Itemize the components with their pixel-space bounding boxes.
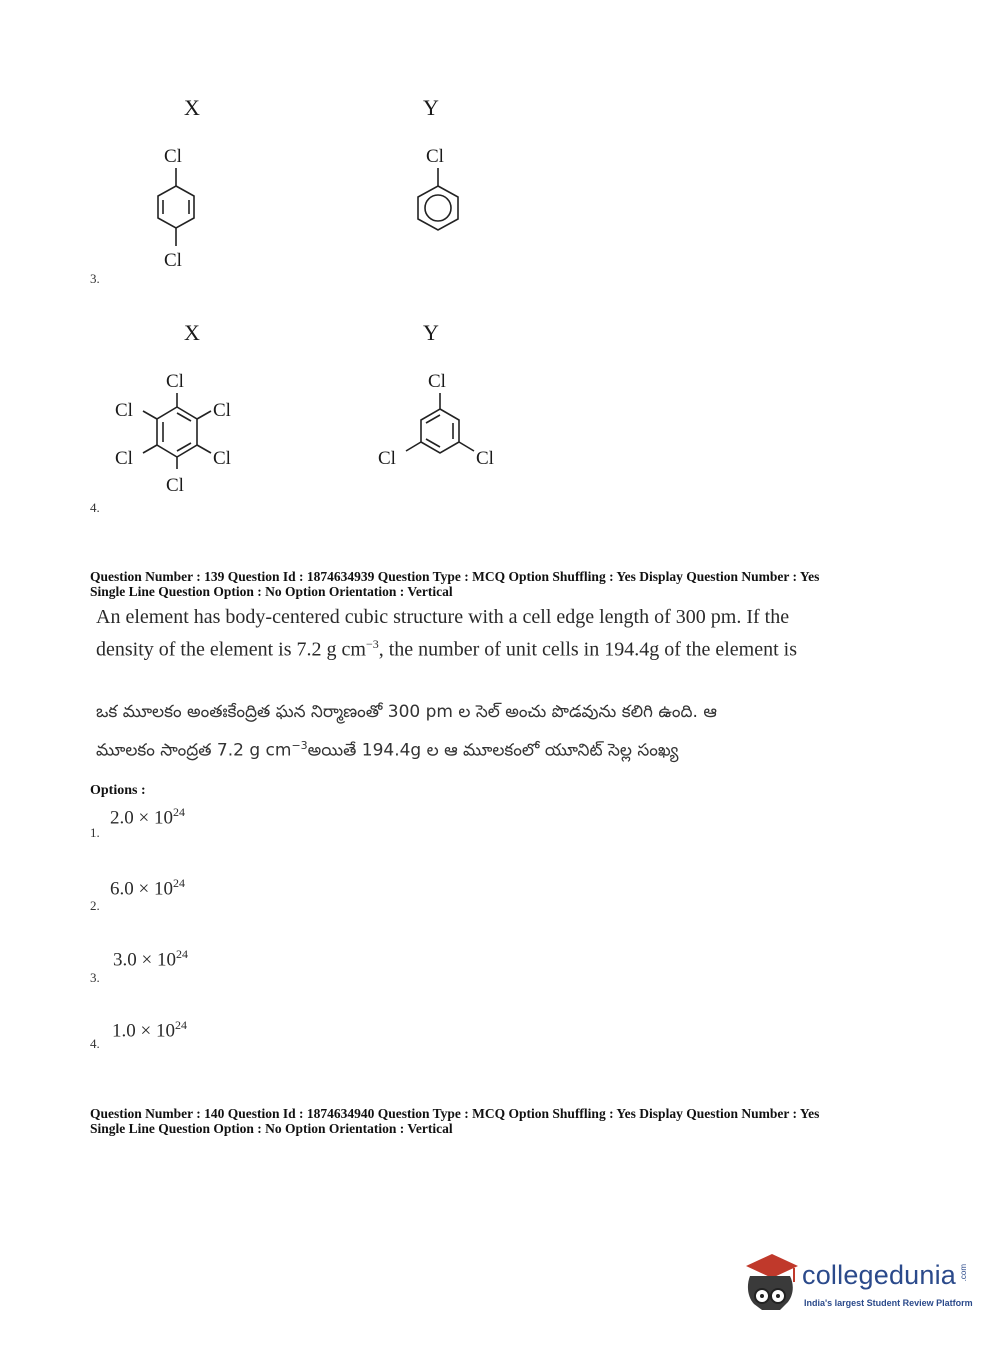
q139-text-en-line2: density of the element is 7.2 g $cm^{-3}$, the number of unit cells in 194.4g of the element is bbox=[96, 637, 797, 661]
row4-number: 4. bbox=[90, 500, 100, 515]
row3-y-structure bbox=[400, 140, 480, 240]
q139-text-te-line2: మూలకం సాంద్రత 7.2 g $cm^{-3}అయితే$ 194.4g ల ఆ మూలకంలో యూనిట్ సెల్ల సంఖ్య bbox=[96, 739, 679, 761]
option-1-number: 1. bbox=[90, 825, 100, 840]
option-2-number: 2. bbox=[90, 898, 100, 913]
row3-y-label: Y bbox=[423, 95, 439, 120]
q139-text-english bbox=[96, 604, 797, 664]
collegedunia-logo[interactable] bbox=[742, 1252, 972, 1318]
q139-text-telugu bbox=[96, 696, 717, 768]
atom-label: Cl bbox=[213, 448, 231, 469]
option-3[interactable]: $3.0 \times 10^{24}$ bbox=[113, 947, 188, 971]
mascot-icon bbox=[742, 1252, 800, 1314]
row3-number: 3. bbox=[90, 271, 100, 286]
option-4[interactable]: $1.0 \times 10^{24}$ bbox=[112, 1018, 187, 1042]
row4-x-label: X bbox=[184, 320, 200, 345]
atom-label: Cl bbox=[166, 371, 184, 392]
option-4-number: 4. bbox=[90, 1036, 100, 1051]
row3-x-structure bbox=[140, 140, 220, 275]
atom-label: Cl bbox=[115, 400, 133, 421]
atom-label: Cl bbox=[164, 146, 182, 167]
brand-dotcom: .com bbox=[959, 1264, 968, 1282]
atom-label: Cl bbox=[428, 371, 446, 392]
options-label: Options : bbox=[90, 783, 146, 798]
atom-label: Cl bbox=[164, 250, 182, 271]
row4-x-structure bbox=[110, 365, 250, 500]
q140-meta-line1: Question Number : 140 Question Id : 1874634940 Question Type : MCQ Option Shuffling : Yes Display Question Number : Yes bbox=[90, 1106, 820, 1121]
q139-meta-line2: Single Line Question Option : No Option Orientation : Vertical bbox=[90, 584, 453, 599]
atom-label: Cl bbox=[213, 400, 231, 421]
q139-text-te-line1: ఒక మూలకం అంతఃకేంద్రిత ఘన నిర్మాణంతో 300 pm ల సెల్ అంచు పొడవును కలిగి ఉంది. ఆ bbox=[96, 702, 717, 722]
atom-label: Cl bbox=[476, 448, 494, 469]
row3-x-label: X bbox=[184, 95, 200, 120]
option-3-number: 3. bbox=[90, 970, 100, 985]
row4-y-structure bbox=[370, 365, 510, 475]
option-2[interactable]: $6.0 \times 10^{24}$ bbox=[110, 876, 185, 900]
q140-meta-line2: Single Line Question Option : No Option Orientation : Vertical bbox=[90, 1121, 453, 1136]
brand-name: collegedunia bbox=[802, 1260, 957, 1290]
option-1[interactable]: $2.0 \times 10^{24}$ bbox=[110, 805, 185, 829]
q139-meta-line1: Question Number : 139 Question Id : 1874634939 Question Type : MCQ Option Shuffling : Yes Display Question Number : Yes bbox=[90, 569, 820, 584]
q139-text-en-line1: An element has body-centered cubic structure with a cell edge length of 300 pm. If the bbox=[96, 606, 790, 628]
atom-label: Cl bbox=[426, 146, 444, 167]
atom-label: Cl bbox=[166, 475, 184, 496]
brand-tagline: India's largest Student Review Platform bbox=[804, 1298, 973, 1308]
atom-label: Cl bbox=[115, 448, 133, 469]
row4-y-label: Y bbox=[423, 320, 439, 345]
atom-label: Cl bbox=[378, 448, 396, 469]
